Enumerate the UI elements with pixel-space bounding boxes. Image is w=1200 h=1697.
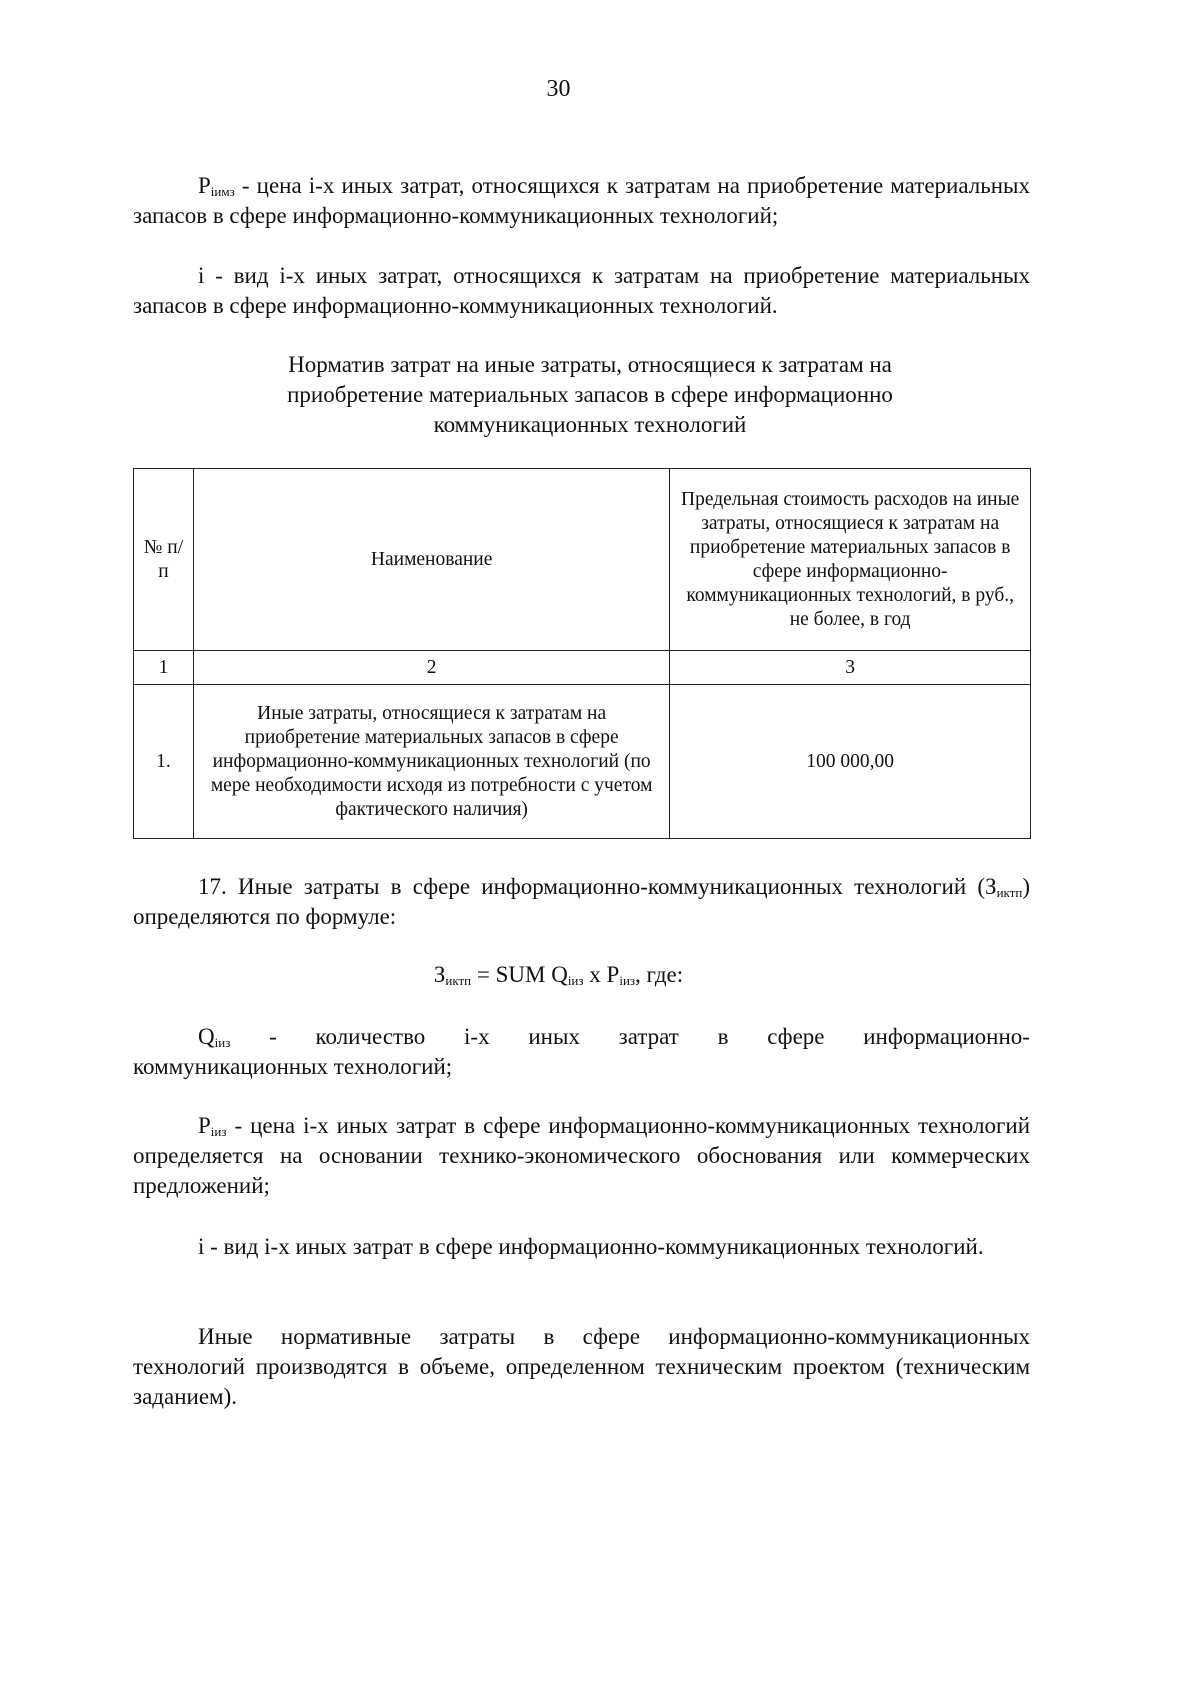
definition-q: [133, 1022, 1030, 1082]
table-title-line: приобретение материальных запасов в сфере информационно: [287, 382, 893, 407]
definition-q-symbol: [198, 1022, 230, 1052]
subscript: iиз: [214, 1035, 231, 1050]
subscript: иктп: [445, 973, 472, 988]
definition-i-imz: [133, 261, 1030, 321]
table-title-line: Норматив затрат на иные затраты, относящиеся к затратам на: [288, 352, 892, 377]
subscript: iиз: [619, 973, 636, 988]
symbol: P: [198, 1113, 211, 1138]
item-text: 17. Иные затраты в сфере информационно-коммуникационных технологий (З: [198, 874, 997, 899]
column-number: 3: [670, 651, 1031, 685]
definition-text: - цена i-х иных затрат в сфере информационно-коммуникационных технологий определяется на основании технико-экономического обоснования или коммерческих предложений;: [133, 1113, 1030, 1198]
row-cost: 100 000,00: [670, 685, 1031, 839]
column-number: 1: [134, 651, 194, 685]
word: -: [269, 1024, 277, 1049]
closing-paragraph: [133, 1322, 1030, 1412]
column-number: 2: [193, 651, 669, 685]
formula: [0, 960, 1117, 990]
definition-i-iz: [133, 1232, 1030, 1262]
word: иных: [528, 1024, 580, 1049]
subscript: iиз: [210, 1124, 227, 1139]
column-number-row: [134, 651, 1031, 685]
row-num: 1.: [134, 685, 194, 839]
formula-tail: , где:: [635, 962, 684, 987]
word: информационно-: [863, 1024, 1030, 1049]
word: сфере: [767, 1024, 825, 1049]
word: в: [717, 1024, 729, 1049]
item-text: ) определяются по формуле:: [133, 874, 1030, 929]
definition-p-imz: [133, 171, 1030, 231]
subscript: иктп: [996, 885, 1023, 900]
word: количество: [315, 1024, 426, 1049]
formula-x: x P: [583, 962, 620, 987]
definition-q-line1: [133, 1022, 1030, 1052]
closing-text: Иные нормативные затраты в сфере информационно-коммуникационных технологий производятся в объеме, определенном техническим проектом (техническим заданием).: [133, 1324, 1030, 1409]
definition-text: i - вид i-х иных затрат в сфере информационно-коммуникационных технологий.: [198, 1234, 984, 1259]
symbol: P: [198, 173, 211, 198]
table-row: [134, 685, 1031, 839]
norm-table: [133, 468, 1031, 839]
symbol: Q: [198, 1024, 215, 1049]
formula-z: З: [433, 962, 446, 987]
table-title: [200, 350, 980, 440]
header-cost: Предельная стоимость расходов на иные затраты, относящиеся к затратам на приобретение материальных запасов в сфере информационно-коммуникационных технологий, в руб., не более, в год: [670, 469, 1031, 651]
table-title-line: коммуникационных технологий: [433, 412, 747, 437]
word: затрат: [618, 1024, 679, 1049]
definition-text: i - вид i-х иных затрат, относящихся к затратам на приобретение материальных запасов в сфере информационно-коммуникационных технологий.: [133, 263, 1030, 318]
header-name: Наименование: [193, 469, 669, 651]
definition-p-iz: [133, 1111, 1030, 1201]
word: i-х: [464, 1024, 490, 1049]
item-17: [133, 872, 1030, 932]
definition-q-line2: коммуникационных технологий;: [133, 1054, 453, 1079]
subscript: iимз: [210, 184, 235, 199]
row-name: Иные затраты, относящиеся к затратам на приобретение материальных запасов в сфере информационно-коммуникационных технологий (по мере необходимости исходя из потребности с учетом фактического наличия): [193, 685, 669, 839]
subscript: iиз: [567, 973, 584, 988]
definition-text: - цена i-х иных затрат, относящихся к затратам на приобретение материальных запасов в сфере информационно-коммуникационных технологий;: [133, 173, 1030, 228]
header-row: [134, 469, 1031, 651]
page-number: 30: [546, 76, 571, 102]
formula-eq: = SUM Q: [471, 962, 568, 987]
header-num: № п/п: [134, 469, 194, 651]
